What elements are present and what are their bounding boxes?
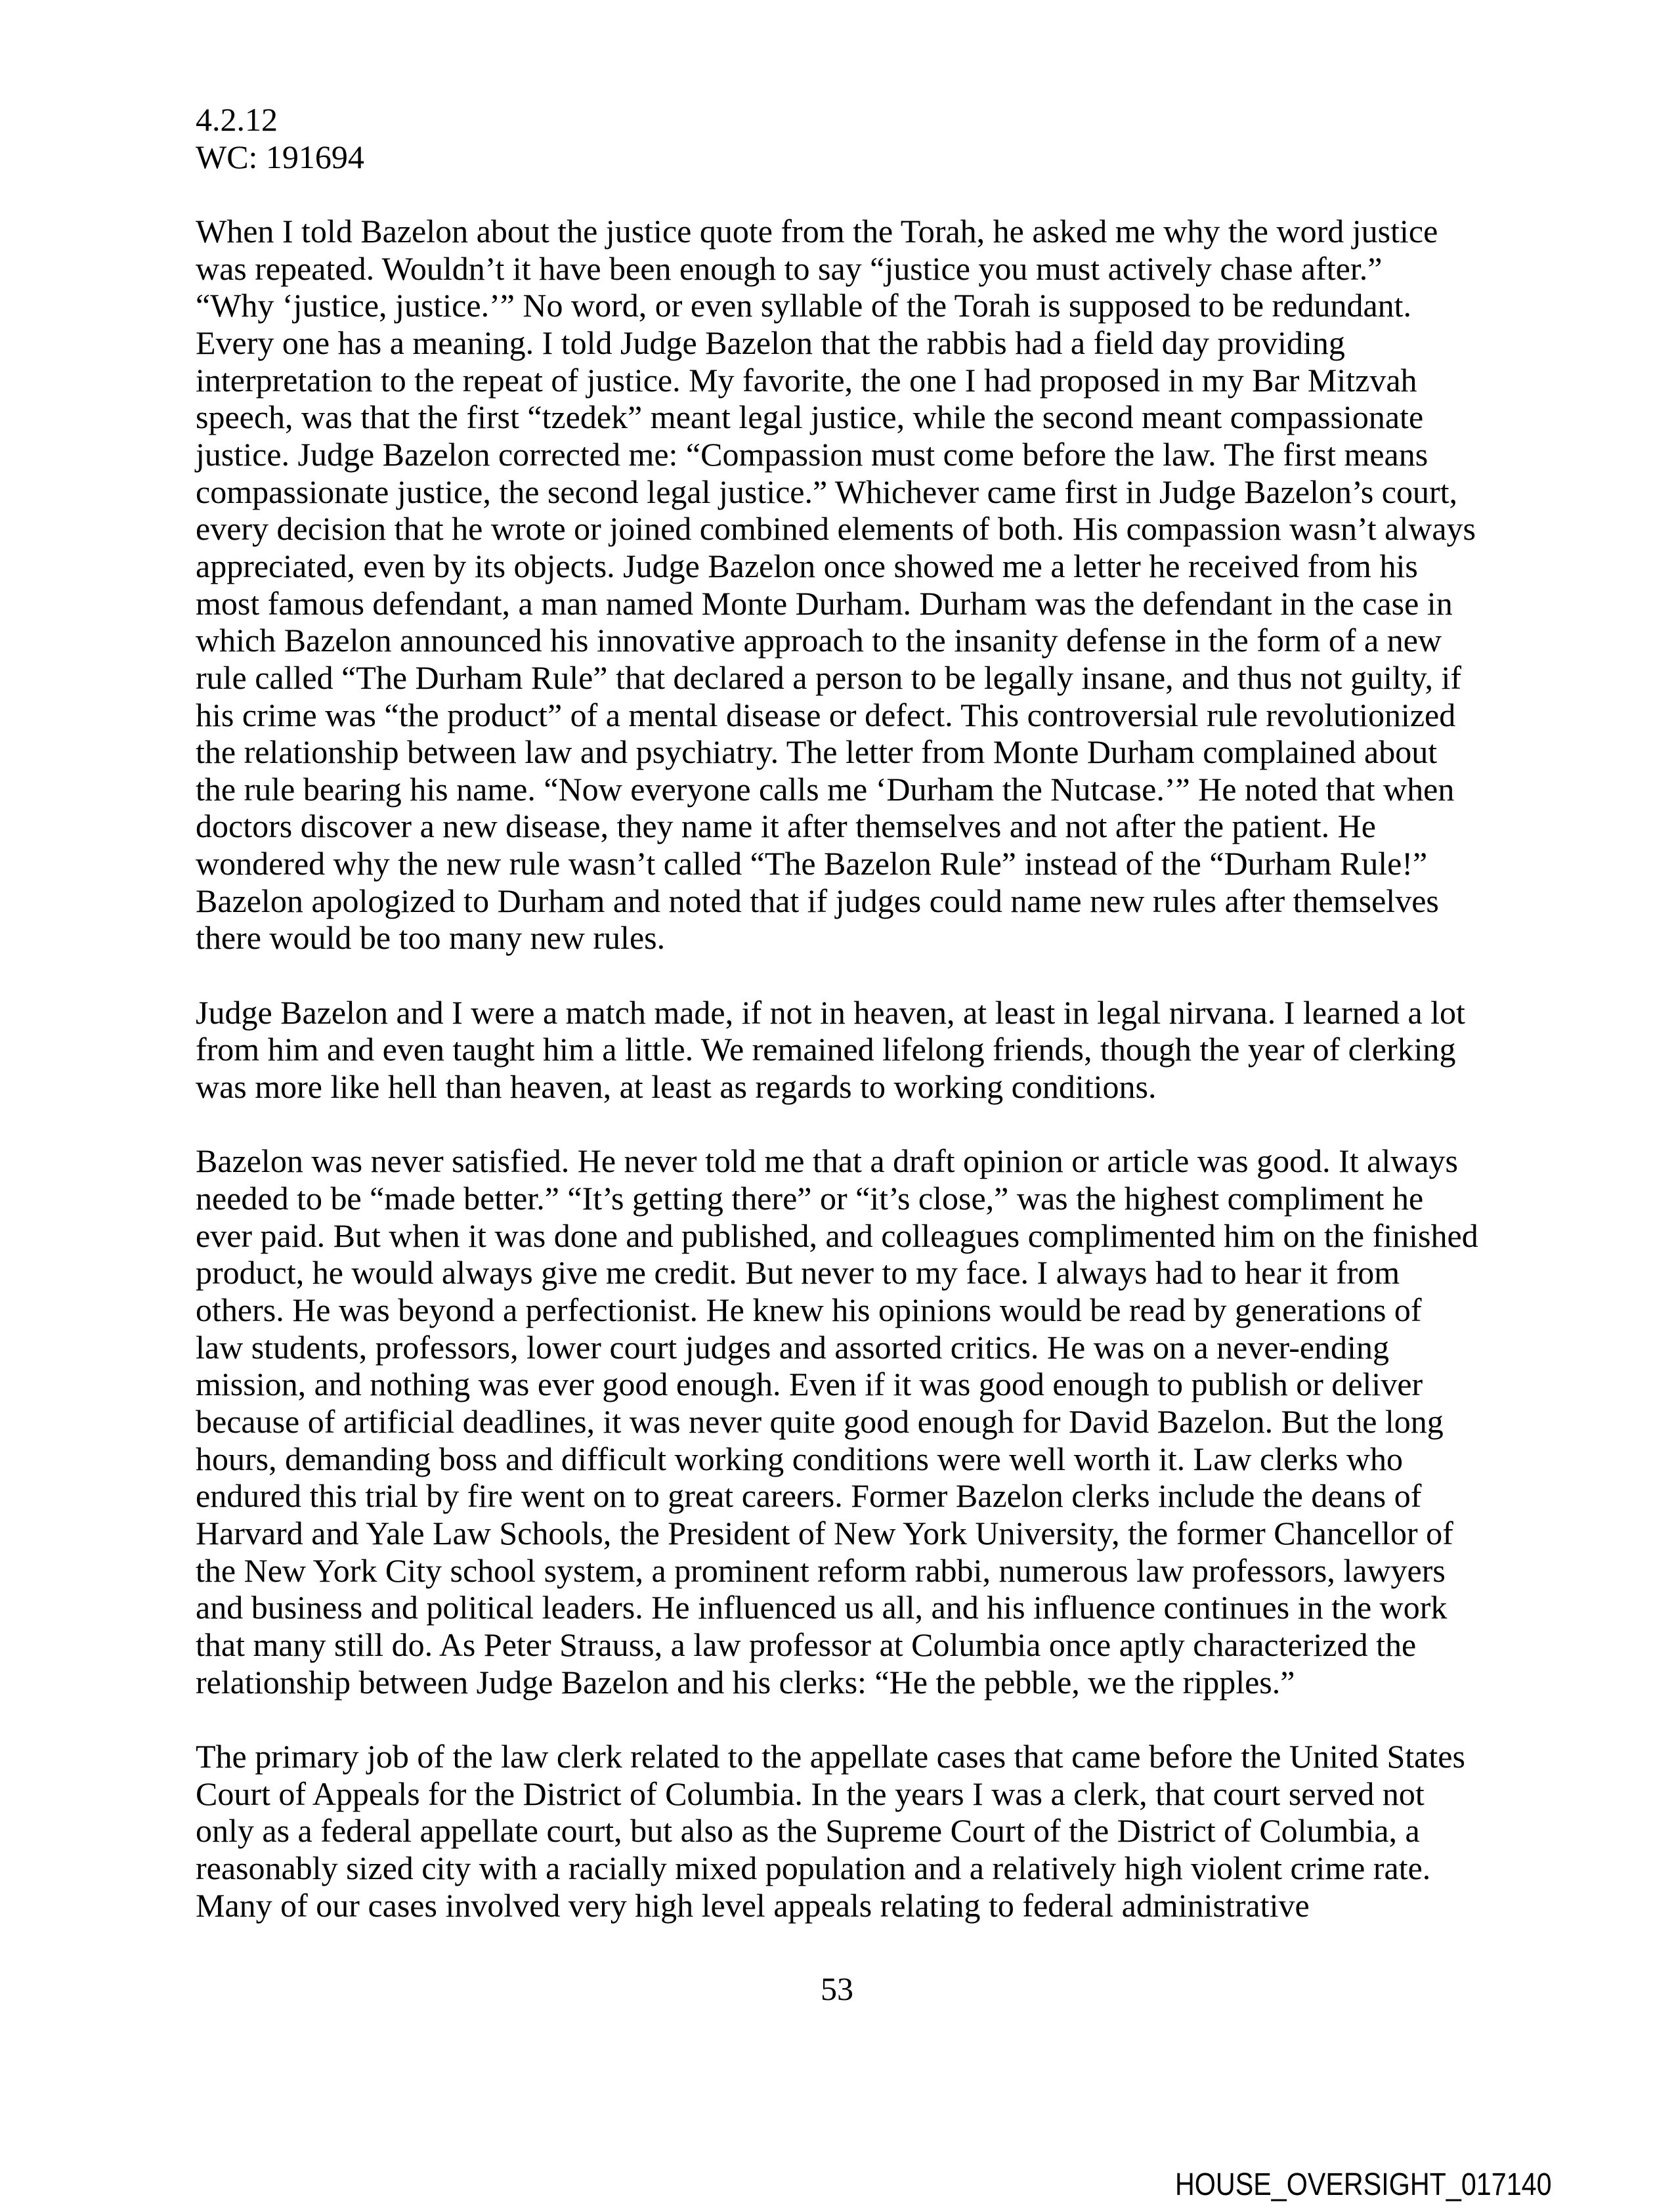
- text-line: needed to be “made better.” “It’s getting there” or “it’s close,” was the highest compliment he: [196, 1180, 1424, 1217]
- text-line: law students, professors, lower court judges and assorted critics. He was on a never-ending: [196, 1328, 1389, 1366]
- text-line: Court of Appeals for the District of Columbia. In the years I was a clerk, that court served not: [196, 1775, 1425, 1812]
- text-line: Every one has a meaning. I told Judge Bazelon that the rabbis had a field day providing: [196, 324, 1345, 361]
- text-line: “Why ‘justice, justice.’” No word, or even syllable of the Torah is supposed to be redundant.: [196, 287, 1412, 324]
- text-line: Judge Bazelon and I were a match made, if not in heaven, at least in legal nirvana. I learned a lot: [196, 993, 1465, 1031]
- text-line: there would be too many new rules.: [196, 919, 666, 957]
- text-line: speech, was that the first “tzedek” meant legal justice, while the second meant compassionate: [196, 399, 1424, 436]
- text-line: which Bazelon announced his innovative approach to the insanity defense in the form of a new: [196, 622, 1442, 659]
- paragraph: [196, 213, 1478, 957]
- bates-number: HOUSE_OVERSIGHT_017140: [1175, 2167, 1552, 2202]
- date-line: 4.2.12: [196, 101, 278, 138]
- text-line: the relationship between law and psychiatry. The letter from Monte Durham complained about: [196, 733, 1438, 771]
- text-line: the New York City school system, a prominent reform rabbi, numerous law professors, lawyers: [196, 1551, 1446, 1589]
- text-line: wondered why the new rule wasn’t called “The Bazelon Rule” instead of the “Durham Rule!”: [196, 845, 1428, 882]
- text-line: only as a federal appellate court, but also as the Supreme Court of the District of Columbia, a: [196, 1812, 1420, 1850]
- text-line: rule called “The Durham Rule” that declared a person to be legally insane, and thus not guilty, if: [196, 659, 1462, 696]
- text-line: appreciated, even by its objects. Judge Bazelon once showed me a letter he received from his: [196, 547, 1418, 584]
- paragraph: [196, 1142, 1478, 1701]
- text-line: Bazelon apologized to Durham and noted that if judges could name new rules after themselves: [196, 882, 1439, 919]
- text-line: ever paid. But when it was done and published, and colleagues complimented him on the finished: [196, 1217, 1478, 1254]
- text-line: When I told Bazelon about the justice quote from the Torah, he asked me why the word justice: [196, 212, 1438, 249]
- text-line: endured this trial by fire went on to great careers. Former Bazelon clerks include the deans of: [196, 1477, 1422, 1515]
- text-line: hours, demanding boss and difficult working conditions were well worth it. Law clerks who: [196, 1440, 1404, 1477]
- text-line: reasonably sized city with a racially mixed population and a relatively high violent crime rate.: [196, 1849, 1431, 1886]
- text-line: Harvard and Yale Law Schools, the President of New York University, the former Chancellor of: [196, 1514, 1453, 1551]
- text-line: compassionate justice, the second legal justice.” Whichever came first in Judge Bazelon’s court,: [196, 473, 1458, 510]
- text-line: interpretation to the repeat of justice. My favorite, the one I had proposed in my Bar Mitzvah: [196, 361, 1417, 399]
- text-line: others. He was beyond a perfectionist. He knew his opinions would be read by generations of: [196, 1291, 1422, 1328]
- text-line: Bazelon was never satisfied. He never told me that a draft opinion or article was good. It always: [196, 1142, 1458, 1180]
- text-line: his crime was “the product” of a mental disease or defect. This controversial rule revolutionized: [196, 696, 1456, 733]
- paragraph-spacer: [196, 1701, 1478, 1738]
- text-line: from him and even taught him a little. We remained lifelong friends, though the year of clerking: [196, 1031, 1456, 1068]
- text-line: every decision that he wrote or joined combined elements of both. His compassion wasn’t always: [196, 510, 1476, 548]
- paragraph-spacer: [196, 1106, 1478, 1143]
- word-count-line: WC: 191694: [196, 138, 364, 175]
- document-body: [196, 101, 1478, 1924]
- text-line: most famous defendant, a man named Monte Durham. Durham was the defendant in the case in: [196, 584, 1453, 622]
- text-line: doctors discover a new disease, they name it after themselves and not after the patient. He: [196, 808, 1376, 845]
- text-line: The primary job of the law clerk related to the appellate cases that came before the United States: [196, 1737, 1465, 1775]
- page-number: 53: [821, 1970, 853, 2007]
- text-line: and business and political leaders. He influenced us all, and his influence continues in the work: [196, 1589, 1448, 1626]
- text-line: because of artificial deadlines, it was never quite good enough for David Bazelon. But the long: [196, 1402, 1444, 1440]
- text-line: product, he would always give me credit. But never to my face. I always had to hear it from: [196, 1254, 1400, 1291]
- paragraph: [196, 1738, 1478, 1924]
- text-line: the rule bearing his name. “Now everyone calls me ‘Durham the Nutcase.’” He noted that when: [196, 770, 1455, 808]
- paragraph: [196, 994, 1478, 1106]
- text-line: that many still do. As Peter Strauss, a law professor at Columbia once aptly characterized the: [196, 1626, 1417, 1663]
- paragraph-spacer: [196, 175, 1478, 213]
- text-line: Many of our cases involved very high level appeals relating to federal administrative: [196, 1886, 1310, 1924]
- text-line: mission, and nothing was ever good enough. Even if it was good enough to publish or deliver: [196, 1366, 1423, 1403]
- paragraph-spacer: [196, 957, 1478, 994]
- text-line: relationship between Judge Bazelon and his clerks: “He the pebble, we the ripples.”: [196, 1663, 1295, 1701]
- text-line: was more like hell than heaven, at least as regards to working conditions.: [196, 1068, 1157, 1106]
- text-line: was repeated. Wouldn’t it have been enough to say “justice you must actively chase after.”: [196, 249, 1383, 287]
- text-line: justice. Judge Bazelon corrected me: “Compassion must come before the law. The first means: [196, 435, 1428, 473]
